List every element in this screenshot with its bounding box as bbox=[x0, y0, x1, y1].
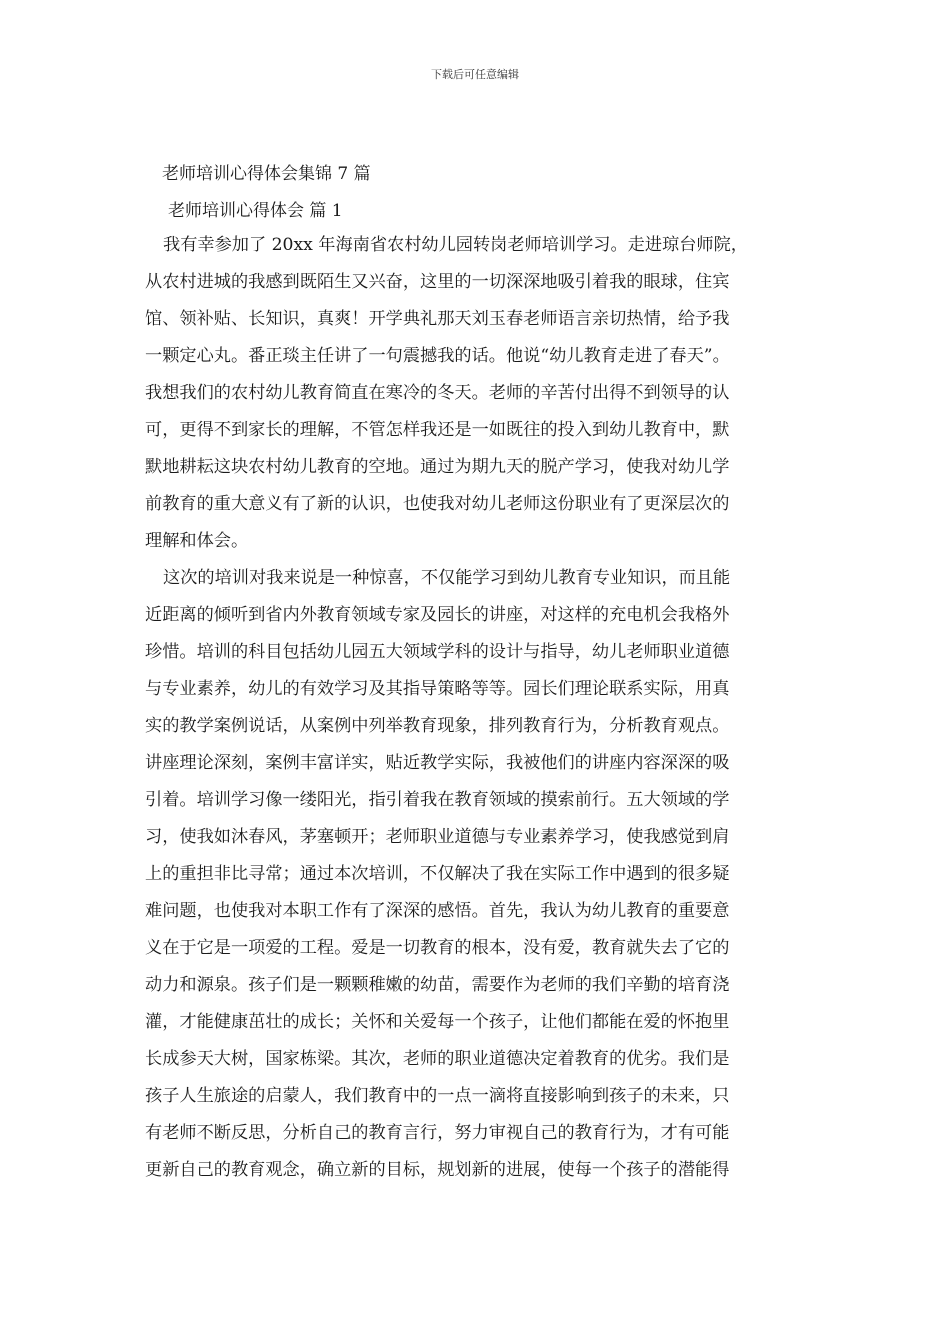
text-line: 长成参天大树，国家栋梁。其次，老师的职业道德决定着教育的优劣。我们是 bbox=[145, 1049, 730, 1069]
text-line: 我有幸参加了 20xx 年海南省农村幼儿园转岗老师培训学习。走进琼台师院， bbox=[163, 235, 748, 255]
text-line: 珍惜。培训的科目包括幼儿园五大领域学科的设计与指导，幼儿老师职业道德 bbox=[145, 642, 730, 662]
text-line: 我想我们的农村幼儿教育简直在寒冷的冬天。老师的辛苦付出得不到领导的认 bbox=[145, 383, 730, 403]
text-line: 引着。培训学习像一缕阳光，指引着我在教育领域的摸索前行。五大领域的学 bbox=[145, 790, 730, 810]
section-heading: 老师培训心得体会 篇 1 bbox=[168, 201, 343, 221]
text-line: 理解和体会。 bbox=[145, 531, 249, 551]
text-line: 可，更得不到家长的理解，不管怎样我还是一如既往的投入到幼儿教育中，默 bbox=[145, 420, 730, 440]
text-line: 孩子人生旅途的启蒙人，我们教育中的一点一滴将直接影响到孩子的未来，只 bbox=[145, 1086, 730, 1106]
text-line: 灌，才能健康茁壮的成长；关怀和关爱每一个孩子，让他们都能在爱的怀抱里 bbox=[145, 1012, 730, 1032]
paragraph-1 bbox=[145, 227, 805, 560]
text-line: 一颗定心丸。番正琰主任讲了一句震撼我的话。他说“幼儿教育走进了春天”。 bbox=[145, 346, 730, 366]
text-line: 默地耕耘这块农村幼儿教育的空地。通过为期九天的脱产学习，使我对幼儿学 bbox=[145, 457, 730, 477]
text-line: 馆、领补贴、长知识，真爽！开学典礼那天刘玉春老师语言亲切热情，给予我 bbox=[145, 309, 730, 329]
text-line: 从农村进城的我感到既陌生又兴奋，这里的一切深深地吸引着我的眼球，住宾 bbox=[145, 272, 730, 292]
text-line: 讲座理论深刻，案例丰富详实，贴近教学实际，我被他们的讲座内容深深的吸 bbox=[145, 753, 730, 773]
text-line: 习，使我如沐春风，茅塞顿开；老师职业道德与专业素养学习，使我感觉到肩 bbox=[145, 827, 730, 847]
text-line: 难问题，也使我对本职工作有了深深的感悟。首先，我认为幼儿教育的重要意 bbox=[145, 901, 730, 921]
text-line: 近距离的倾听到省内外教育领域专家及园长的讲座，对这样的充电机会我格外 bbox=[145, 605, 730, 625]
text-line: 上的重担非比寻常；通过本次培训，不仅解决了我在实际工作中遇到的很多疑 bbox=[145, 864, 730, 884]
page-header: 下载后可任意编辑 bbox=[431, 68, 519, 81]
text-line: 实的教学案例说话，从案例中列举教育现象，排列教育行为，分析教育观点。 bbox=[145, 716, 730, 736]
text-line: 这次的培训对我来说是一种惊喜，不仅能学习到幼儿教育专业知识，而且能 bbox=[163, 568, 731, 588]
text-line: 有老师不断反思，分析自己的教育言行，努力审视自己的教育行为，才有可能 bbox=[145, 1123, 730, 1143]
text-line: 动力和源泉。孩子们是一颗颗稚嫩的幼苗，需要作为老师的我们辛勤的培育浇 bbox=[145, 975, 730, 995]
text-line: 与专业素养，幼儿的有效学习及其指导策略等等。园长们理论联系实际，用真 bbox=[145, 679, 730, 699]
paragraph-2 bbox=[145, 560, 805, 1189]
text-line: 前教育的重大意义有了新的认识，也使我对幼儿老师这份职业有了更深层次的 bbox=[145, 494, 730, 514]
text-line: 更新自己的教育观念，确立新的目标，规划新的进展，使每一个孩子的潜能得 bbox=[145, 1160, 730, 1180]
document-title: 老师培训心得体会集锦 7 篇 bbox=[162, 164, 371, 184]
text-line: 义在于它是一项爱的工程。爱是一切教育的根本，没有爱，教育就失去了它的 bbox=[145, 938, 730, 958]
